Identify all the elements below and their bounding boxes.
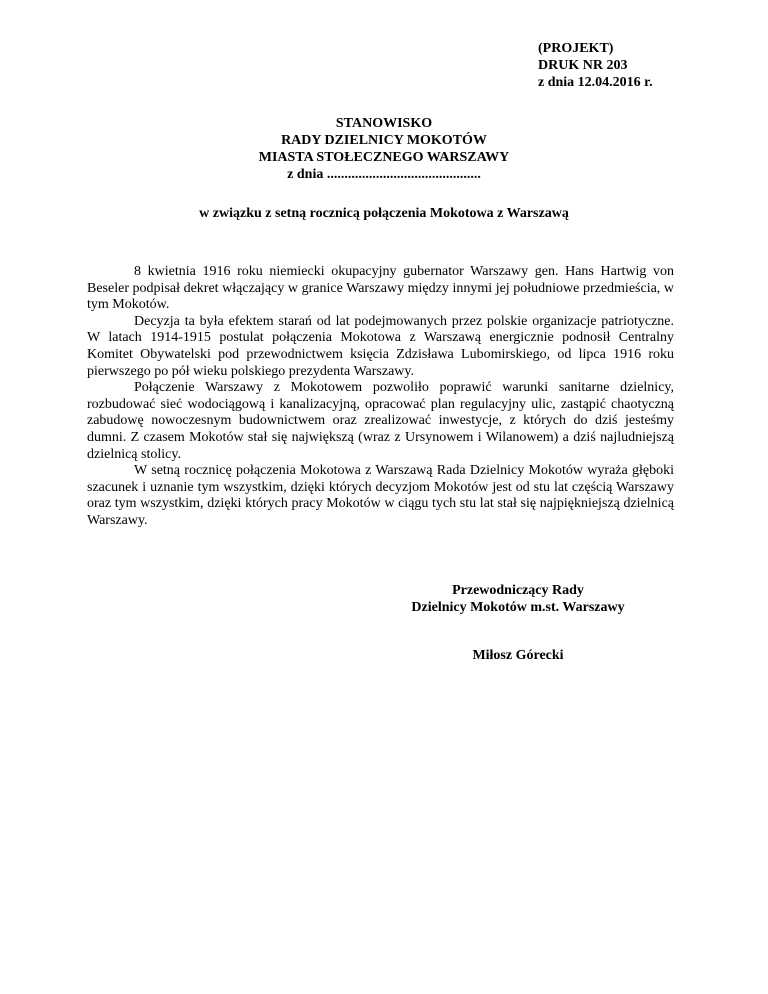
- project-label: (PROJEKT): [538, 41, 614, 56]
- print-number: DRUK NR 203: [538, 58, 628, 73]
- meta-date: z dnia 12.04.2016 r.: [538, 75, 653, 90]
- body-paragraph: W setną rocznicę połączenia Mokotowa z Warszawą Rada Dzielnicy Mokotów wyraża głęboki szacunek i uznanie tym wszystkim, dzięki których decyzjom Mokotów jest od stu lat częścią Warszawy oraz tym wszystkim, dzięki których pracy Mokotów w ciągu tych stu lat stał się najpiękniejszą dzielnicą Warszawy.: [87, 463, 674, 528]
- document-meta-block: [538, 40, 653, 91]
- signatory-name: Miłosz Górecki: [472, 648, 564, 663]
- heading-council: RADY DZIELNICY MOKOTÓW: [281, 133, 487, 148]
- heading-city: MIASTA STOŁECZNEGO WARSZAWY: [258, 150, 510, 165]
- signatory-title: Przewodniczący Rady: [452, 583, 584, 598]
- body-paragraph: Połączenie Warszawy z Mokotowem pozwoliło poprawić warunki sanitarne dzielnicy, rozbudować sieć wodociągową i kanalizacyjną, opracować plan regulacyjny ulic, zastąpić chaotyczną zabudowę nowoczesnym budownictwem oraz zrealizować inwestycje, z których do dziś jesteśmy dumni. Z czasem Mokotów stał się największą (wraz z Ursynowem i Wilanowem) a dziś najludniejszą dzielnicą stolicy.: [87, 380, 674, 462]
- document-subject: w związku z setną rocznicą połączenia Mokotowa z Warszawą: [199, 206, 569, 221]
- body-paragraph: 8 kwietnia 1916 roku niemiecki okupacyjny gubernator Warszawy gen. Hans Hartwig von Beseler podpisał dekret włączający w granice Warszawy między innymi jej południowe przedmieścia, w tym Mokotów.: [87, 264, 674, 313]
- body-paragraph: Decyzja ta była efektem starań od lat podejmowanych przez polskie organizacje patriotyczne. W latach 1914-1915 postulat połączenia Mokotowa z Warszawą energicznie podnosił Centralny Komitet Obywatelski pod przewodnictwem księcia Zdzisława Lubomirskiego, od lipca 1916 roku pierwszego po pół wieku polskiego prezydenta Warszawy.: [87, 313, 674, 379]
- heading-title: STANOWISKO: [335, 116, 433, 131]
- document-body: [87, 264, 674, 530]
- signature-block: [387, 582, 649, 664]
- heading-date: z dnia ............................................: [287, 167, 481, 182]
- signatory-office: Dzielnicy Mokotów m.st. Warszawy: [411, 600, 625, 615]
- document-heading: [0, 115, 768, 183]
